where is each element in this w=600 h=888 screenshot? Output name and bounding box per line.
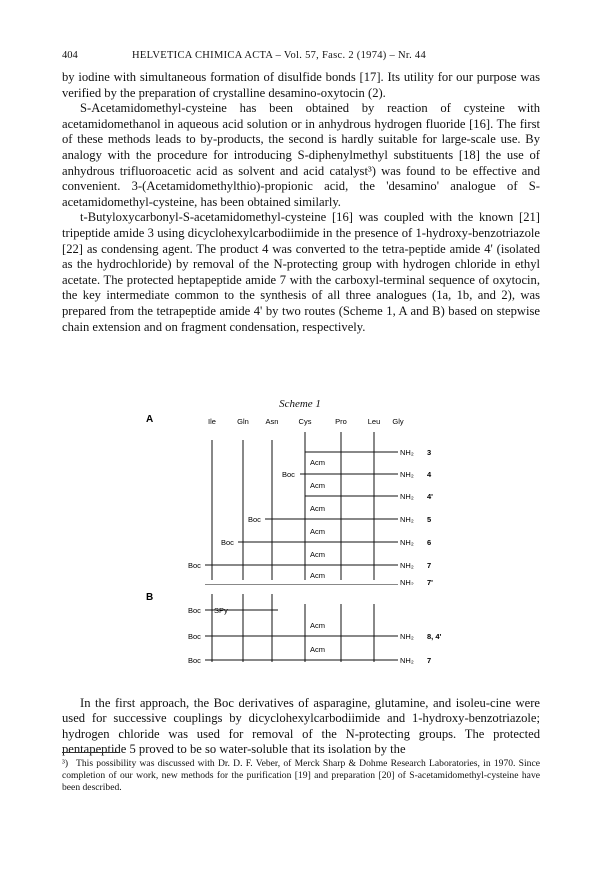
terminus-label: NH₂ — [400, 515, 414, 524]
paragraph: t-Butyloxycarbonyl-S-acetamidomethyl-cysteine [16] was coupled with the known [21] tripeptide amide 3 using dicyclohexylcarbodiimide in the presence of 1-hydroxy-benzotriazole [22] as condensing agent. The product 4 was converted to the tetra-peptide amide 4' (isolated as the hydrochloride) by removal of the N-protecting group with hydrogen chloride in ethyl acetate. The protected heptapeptide amide 7 with the carboxyl-terminal sequence of oxytocin, the key intermediate common to the synthesis of all three analogues (1a, 1b, and 2), was prepared from the tetrapeptide amide 4' by two routes (Scheme 1, A and B) based on stepwise chain extension and on fragment condensation, respectively. — [62, 210, 540, 334]
residue-label: Cys — [298, 417, 312, 426]
residue-label: Gln — [237, 417, 249, 426]
terminus-label: NH₂ — [400, 538, 414, 547]
compound-number: 4' — [427, 492, 433, 501]
acm-label: Acm — [310, 504, 325, 513]
compound-number: 7' — [427, 578, 433, 585]
boc-label: Boc — [221, 538, 234, 547]
route-a-label: A — [146, 414, 154, 425]
compound-number: 7 — [427, 656, 432, 665]
page-number: 404 — [62, 50, 78, 61]
compound-number: 8, 4' — [427, 632, 442, 641]
terminus-label: NH₂ — [400, 632, 414, 641]
terminus-label: NH₂ — [400, 578, 414, 585]
route-a-steps — [188, 448, 433, 585]
acm-label: Acm — [310, 645, 325, 654]
acm-label: Acm — [310, 571, 325, 580]
boc-label: Boc — [282, 470, 295, 479]
residue-label: Pro — [335, 417, 347, 426]
body-text — [62, 70, 540, 335]
boc-label: Boc — [188, 606, 201, 615]
residue-label: Gly — [392, 417, 404, 426]
terminus-label: NH₂ — [400, 561, 414, 570]
residue-headers — [208, 417, 404, 426]
acm-label: Acm — [310, 621, 325, 630]
terminus-label: NH₂ — [400, 470, 414, 479]
running-header — [62, 50, 540, 61]
synthesis-scheme-route-b — [0, 590, 600, 670]
running-head: HELVETICA CHIMICA ACTA – Vol. 57, Fasc. 2 (1974) – Nr. 44 — [132, 50, 427, 61]
scheme-lines — [205, 432, 398, 585]
boc-label: Boc — [248, 515, 261, 524]
compound-number: 5 — [427, 515, 432, 524]
paragraph: In the first approach, the Boc derivatives of asparagine, glutamine, and isoleu-cine were used for successive couplings by dicyclohexylcarbodiimide and 1-hydroxy-benzotriazole; hydrogen chloride was used for removal of the N-protecting groups. The protected pentapeptide 5 proved to be so water-soluble that its isolation by the — [62, 695, 540, 757]
acm-label: Acm — [310, 481, 325, 490]
residue-label: Asn — [265, 417, 279, 426]
compound-number: 4 — [427, 470, 432, 479]
acm-label: Acm — [310, 550, 325, 559]
compound-number: 6 — [427, 538, 432, 547]
terminus-label: NH₂ — [400, 656, 414, 665]
paragraph: by iodine with simultaneous formation of disulfide bonds [17]. Its utility for our purpose was verified by the preparation of crystalline desamino-oxytocin (2). — [62, 70, 540, 100]
acm-label: Acm — [310, 458, 325, 467]
route-b-label: B — [146, 592, 154, 603]
terminus-label: NH₂ — [400, 492, 414, 501]
compound-number: 7 — [427, 561, 432, 570]
route-b-lines — [205, 594, 398, 662]
compound-number: 3 — [427, 448, 432, 457]
acm-label: Acm — [310, 527, 325, 536]
terminus-label: NH₂ — [400, 448, 414, 457]
footnote-rule — [62, 752, 120, 753]
residue-label: Leu — [367, 417, 381, 426]
footnote-marker: ³) — [62, 758, 69, 769]
scheme-title: Scheme 1 — [279, 398, 321, 410]
residue-label: Ile — [208, 417, 216, 426]
spy-label: SPy — [214, 606, 228, 615]
boc-label: Boc — [188, 656, 201, 665]
synthesis-scheme — [0, 410, 600, 585]
footnote — [62, 758, 540, 795]
footnote-text: This possibility was discussed with Dr. D. F. Veber, of Merck Sharp & Dohme Research Laboratories, in 1970. Since completion of our work, new methods for the purification [19] and preparation [20] of S-acetamidomethyl-cysteine have been described. — [62, 758, 540, 794]
boc-label: Boc — [188, 561, 201, 570]
boc-label: Boc — [188, 632, 201, 641]
paragraph: S-Acetamidomethyl-cysteine has been obtained by reaction of cysteine with acetamidomethanol in aqueous acid solution or in anhydrous hydrogen fluoride [16]. The first of these methods leads to by-products, the second is hardly suitable for large-scale use. By analogy with the procedure for introducing S-diphenylmethyl substituents [18] the use of anhydrous trifluoroacetic acid as solvent and acid catalyst³) was found to be effective and convenient. 3-(Acetamidomethylthio)-propionic acid, the 'desamino' analogue of S-acetamidomethyl-cysteine, has been obtained similarly. — [62, 101, 540, 209]
